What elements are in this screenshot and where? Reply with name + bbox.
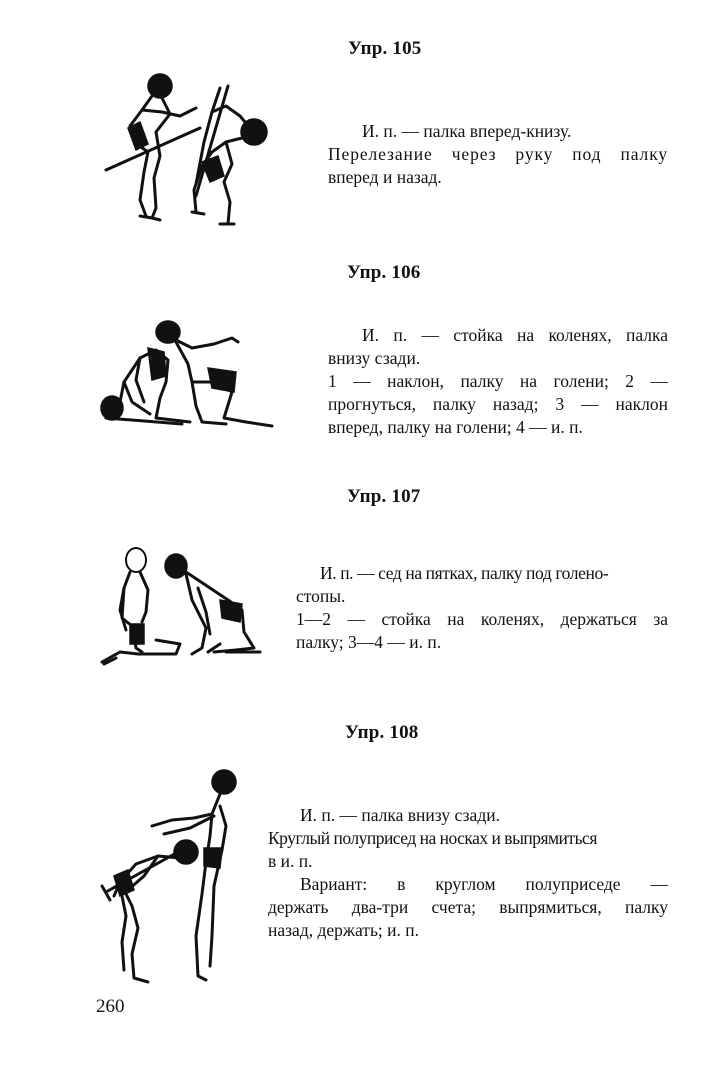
exercise-105-line-1: И. п. — палка вперед-книзу.: [362, 121, 572, 141]
exercise-107-text: [296, 562, 668, 654]
exercise-105-line-2: Перелезание через руку под палку: [328, 144, 668, 164]
exercise-106-title: Упр. 106: [347, 262, 421, 283]
exercise-106-line-1: И. п. — стойка на коленях, палка: [362, 325, 668, 345]
exercise-108-line-6: назад, держать; и. п.: [268, 920, 420, 940]
exercise-105-title: Упр. 105: [348, 38, 422, 59]
exercise-108-line-3: в и. п.: [268, 851, 313, 871]
exercise-106-line-5: вперед, палку на голени; 4 — и. п.: [328, 417, 583, 437]
exercise-107-line-1: И. п. — сед на пятках, палку под голено-: [320, 563, 609, 583]
exercise-105-text: [328, 120, 668, 189]
exercise-107-illustration: [96, 540, 268, 670]
exercise-108-line-5: держать два-три счета; выпрямиться, палку: [268, 897, 668, 917]
exercise-106-line-2: внизу сзади.: [328, 348, 421, 368]
exercise-108-line-2: Круглый полуприсед на носках и выпрямиться: [268, 828, 597, 848]
exercise-105-illustration: [100, 72, 272, 230]
exercise-107-line-4: палку; 3—4 — и. п.: [296, 632, 442, 652]
exercise-106-text: [328, 324, 668, 439]
exercise-106-line-3: 1 — наклон, палку на голени; 2 —: [328, 371, 668, 391]
exercise-105-line-3: вперед и назад.: [328, 167, 442, 187]
exercise-107-line-2: стопы.: [296, 586, 346, 606]
exercise-108-title: Упр. 108: [345, 722, 419, 743]
exercise-108-line-4: Вариант: в круглом полуприседе —: [300, 874, 668, 894]
page-number: 260: [96, 996, 125, 1017]
exercise-108-line-1: И. п. — палка внизу сзади.: [300, 805, 500, 825]
exercise-108-illustration: [94, 766, 244, 992]
exercise-106-illustration: [96, 318, 288, 434]
exercise-107-line-3: 1—2 — стойка на коленях, держаться за: [296, 609, 668, 629]
exercise-106-line-4: прогнуться, палку назад; 3 — наклон: [328, 394, 668, 414]
exercise-107-title: Упр. 107: [347, 486, 421, 507]
exercise-108-text: [268, 804, 668, 942]
